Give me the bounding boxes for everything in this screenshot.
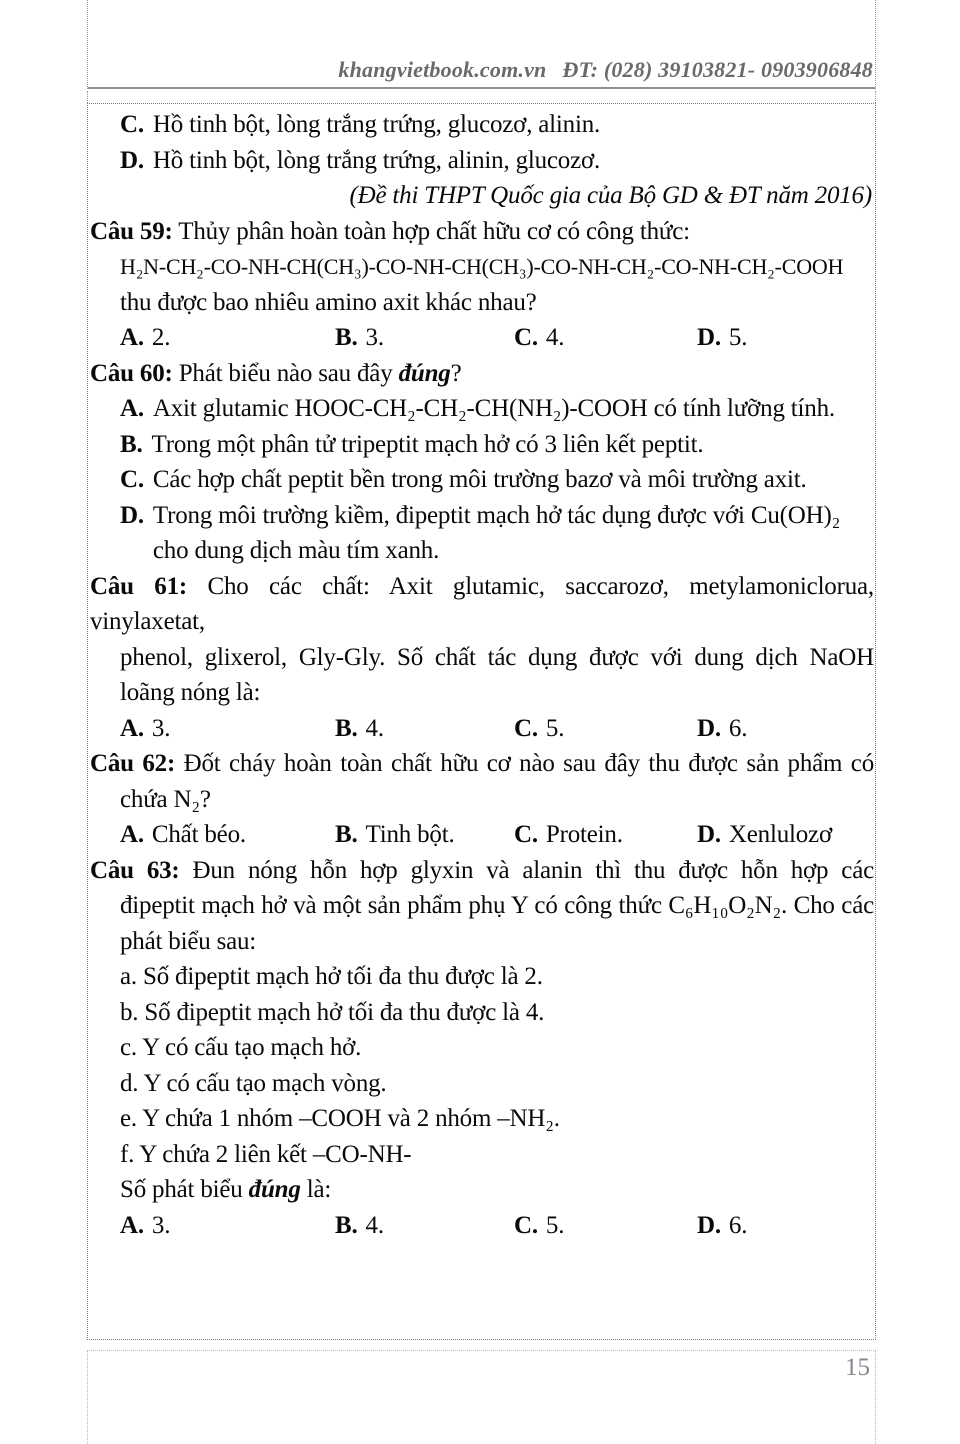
question-61-line3: loãng nóng là: [120, 679, 261, 706]
option-a [120, 1208, 335, 1244]
statement-item-c: c. Y có cấu tạo mạch hở. [120, 1034, 362, 1061]
page-header [87, 0, 876, 89]
option-a [90, 391, 874, 427]
closing-text: là: [300, 1176, 332, 1203]
option-b [335, 711, 514, 747]
option-text: 3. [365, 324, 384, 351]
question-text: Đốt cháy hoàn toàn chất hữu cơ nào sau đây thu được sản phẩm có [183, 750, 874, 777]
option-letter: B. [120, 430, 143, 458]
closing-text: Số phát biểu [120, 1176, 249, 1203]
option-text-line1: Trong môi trường kiềm, đipeptit mạch hở tác dụng được với Cu(OH)₂ [152, 501, 841, 529]
footer-box [87, 1350, 876, 1444]
question-label: Câu 59: [90, 217, 173, 245]
option-d [697, 711, 874, 747]
carryover-option-c [90, 107, 874, 143]
option-text: 2. [151, 324, 171, 351]
option-c [514, 1208, 697, 1244]
option-d [90, 498, 874, 569]
option-text: Tinh bột. [365, 821, 455, 848]
option-d [697, 320, 874, 356]
question-text: Cho các chất: Axit glutamic, saccarozơ, metylamoniclorua, vinylaxetat, [90, 572, 874, 635]
question-60 [90, 356, 874, 569]
option-text: Các hợp chất peptit bền trong môi trường bazơ và môi trường axit. [152, 466, 807, 493]
carryover-option-d [90, 143, 874, 179]
option-letter: A. [120, 395, 144, 422]
option-text: 4. [365, 714, 384, 742]
exam-source-note: (Đề thi THPT Quốc gia của Bộ GD & ĐT năm 2016) [349, 182, 872, 209]
question-63-line1 [90, 853, 874, 889]
option-b [335, 1208, 514, 1244]
question-61 [90, 569, 874, 747]
option-text: Xenlulozơ [728, 821, 832, 848]
option-letter: C. [120, 111, 144, 138]
option-letter: D. [697, 714, 721, 742]
header-phone: ĐT: (028) 39103821- 0903906848 [562, 57, 873, 82]
question-text: Thủy phân hoàn toàn hợp chất hữu cơ có công thức: [178, 217, 690, 245]
option-text: 5. [545, 1211, 565, 1239]
option-letter: D. [697, 1211, 721, 1239]
option-letter: A. [120, 324, 144, 351]
option-text: Trong một phân tử tripeptit mạch hở có 3 liên kết peptit. [151, 430, 704, 458]
question-61-options [90, 711, 874, 747]
closing-emphasis: đúng [248, 1176, 301, 1203]
option-letter: A. [120, 714, 144, 742]
question-label: Câu 63: [90, 856, 180, 884]
option-text: 4. [545, 324, 565, 351]
question-label: Câu 62: [90, 750, 176, 777]
question-text: Phát biểu nào sau đây [178, 359, 399, 387]
option-letter: D. [120, 501, 144, 529]
option-text: Hồ tinh bột, lòng trắng trứng, glucozơ, alinin. [152, 111, 601, 138]
option-letter: B. [335, 821, 358, 848]
question-59-intro [90, 214, 874, 250]
option-letter: C. [120, 466, 144, 493]
option-letter: A. [120, 1211, 144, 1239]
option-letter: C. [514, 821, 538, 848]
option-letter: C. [514, 714, 538, 742]
option-text: Axit glutamic HOOC-CH₂-CH₂-CH(NH₂)-COOH có tính lưỡng tính. [152, 395, 835, 422]
option-d [697, 817, 874, 853]
option-letter: B. [335, 714, 358, 742]
question-62-options [90, 817, 874, 853]
option-text: Chất béo. [151, 821, 246, 848]
option-text-line2: cho dung dịch màu tím xanh. [152, 537, 440, 564]
option-text: 3. [151, 1211, 171, 1239]
option-text: Hồ tinh bột, lòng trắng trứng, alinin, glucozơ. [152, 146, 601, 174]
question-62-line1 [90, 746, 874, 782]
question-emphasis: đúng [398, 359, 451, 387]
question-text: ? [450, 359, 462, 387]
statement-item-e: e. Y chứa 1 nhóm –COOH và 2 nhóm –NH₂. [120, 1105, 560, 1132]
statement-item-f: f. Y chứa 2 liên kết –CO-NH- [120, 1140, 412, 1168]
option-a [120, 320, 335, 356]
option-text: 6. [728, 1211, 748, 1239]
option-text: 4. [365, 1211, 384, 1239]
question-text: Đun nóng hỗn hợp glyxin và alanin thì thu được hỗn hợp các [192, 856, 874, 884]
question-62-line2: chứa N₂? [120, 785, 211, 813]
question-62 [90, 746, 874, 853]
statement-item-b: b. Số đipeptit mạch hở tối đa thu được là 4. [120, 998, 545, 1026]
header-website: khangvietbook.com.vn [338, 57, 547, 82]
option-letter: A. [120, 821, 144, 848]
question-63-options [90, 1208, 874, 1244]
page-number: 15 [845, 1354, 870, 1381]
option-text: 5. [728, 324, 748, 351]
option-letter: B. [335, 1211, 358, 1239]
option-text: 6. [728, 714, 748, 742]
question-label: Câu 60: [90, 359, 173, 387]
option-b [335, 817, 514, 853]
option-c [514, 320, 697, 356]
option-text: 5. [545, 714, 565, 742]
question-61-line2: phenol, glixerol, Gly-Gly. Số chất tác dụng được với dung dịch NaOH [120, 643, 874, 671]
option-b [90, 427, 874, 463]
question-61-line1 [90, 569, 874, 640]
option-c [514, 711, 697, 747]
option-letter: D. [120, 146, 144, 174]
question-63-line3: phát biểu sau: [120, 927, 257, 955]
question-59-options [90, 320, 874, 356]
option-text: 3. [151, 714, 171, 742]
option-letter: B. [335, 324, 358, 351]
question-63-closing [90, 1172, 874, 1208]
option-a [120, 817, 335, 853]
question-59-formula: H₂N-CH₂-CO-NH-CH(CH₃)-CO-NH-CH(CH₃)-CO-NH-CH₂-CO-NH-CH₂-COOH [120, 254, 844, 279]
option-letter: C. [514, 324, 538, 351]
content-box [87, 103, 876, 1340]
statement-item-a: a. Số đipeptit mạch hở tối đa thu được là 2. [120, 963, 543, 990]
option-text [153, 498, 874, 569]
statement-item-d: d. Y có cấu tạo mạch vòng. [120, 1069, 387, 1097]
option-d [697, 1208, 874, 1244]
question-59-question: thu được bao nhiêu amino axit khác nhau? [120, 288, 537, 316]
option-letter: C. [514, 1211, 538, 1239]
option-letter: D. [697, 821, 721, 848]
question-63 [90, 853, 874, 1244]
option-b [335, 320, 514, 356]
header-divider-gap [87, 91, 876, 103]
question-60-intro [90, 356, 874, 392]
question-59 [90, 214, 874, 356]
option-a [120, 711, 335, 747]
question-63-line2: đipeptit mạch hở và một sản phẩm phụ Y có công thức C₆H₁₀O₂N₂. Cho các [120, 892, 874, 919]
option-c [90, 462, 874, 498]
option-letter: D. [697, 324, 721, 351]
question-label: Câu 61: [90, 572, 188, 600]
option-c [514, 817, 697, 853]
option-text: Protein. [545, 821, 623, 848]
